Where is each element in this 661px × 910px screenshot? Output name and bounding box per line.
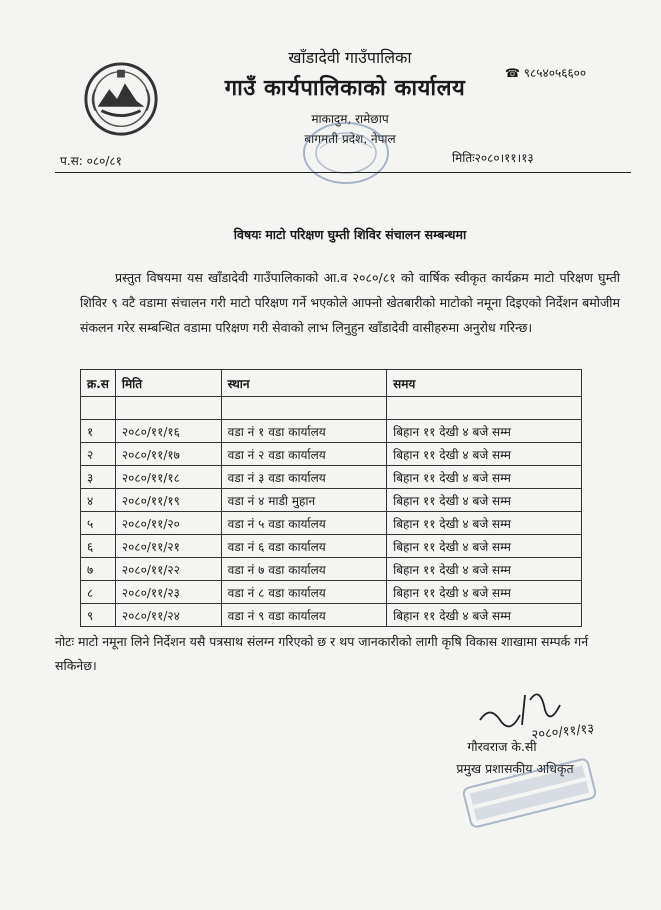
table-row [81,512,582,535]
table-row [81,420,582,443]
cell-date: २०८०/११/२३ [115,581,221,604]
office-stamp-icon [300,118,392,188]
office-title: गाउँ कार्यपालिकाको कार्यालय [224,76,466,101]
table-header-row [81,370,582,397]
letter-subject: विषयः माटो परिक्षण घुम्ती शिविर संचालन सम्बन्धमा [233,227,467,242]
cell-date: २०८०/११/१६ [115,420,221,443]
table-row [81,558,582,581]
cell-time: बिहान ११ देखी ४ बजे सम्म [387,466,582,489]
table-row [81,535,582,558]
schedule-table [80,369,582,627]
cell-location: वडा नं ८ वडा कार्यालय [221,581,386,604]
cell-sn: ९ [81,604,116,627]
letter-date: मितिः२०८०।११।१३ [452,151,534,165]
cell-location: वडा नं ९ वडा कार्यालय [221,604,386,627]
header-date: मिति [115,370,221,397]
header-time: समय [387,370,582,397]
cell-time: बिहान ११ देखी ४ बजे सम्म [387,420,582,443]
cell-location: वडा नं १ वडा कार्यालय [221,420,386,443]
cell-location: वडा नं ३ वडा कार्यालय [221,466,386,489]
cell-date: २०८०/११/२० [115,512,221,535]
cell-date: २०८०/११/१७ [115,443,221,466]
table-row [81,466,582,489]
cell-time: बिहान ११ देखी ४ बजे सम्म [387,604,582,627]
cell-sn: ५ [81,512,116,535]
cell-time: बिहान ११ देखी ४ बजे सम्म [387,443,582,466]
cell-time: बिहान ११ देखी ४ बजे सम्म [387,489,582,512]
cell-location: वडा नं ४ माडी मुहान [221,489,386,512]
header-location: स्थान [221,370,386,397]
cell-sn: २ [81,443,116,466]
cell-location: वडा नं २ वडा कार्यालय [221,443,386,466]
table-row [81,489,582,512]
cell-date: २०८०/११/२२ [115,558,221,581]
cell-location: वडा नं ६ वडा कार्यालय [221,535,386,558]
table-row [81,443,582,466]
handwritten-date: २०८०/११/१३ [530,721,595,743]
header-divider [55,172,631,173]
body-paragraph: प्रस्तुत विषयमा यस खाँडादेवी गाउँपालिकाको आ.व २०८०/८१ को वार्षिक स्वीकृत कार्यक्रम माटो परिक्षण घुम्ती शिविर ९ वटै वडामा संचालन गरी माटो परिक्षण गर्ने भएकोले आफ्नो खेतबारीको माटोको नमूना दिइएको निर्देशन बमोजीम संकलन गरेर सम्बन्धित वडामा परिक्षण गरी सेवाको लाभ लिनुहुन खाँडादेवी वासीहरुमा अनुरोध गरिन्छ। [80,270,620,335]
letter-note: नोटः माटो नमूना लिने निर्देशन यसै पत्रसाथ संलग्न गरिएको छ र थप जानकारीको लागी कृषि विकास शाखामा सम्पर्क गर्न सकिनेछ। [55,634,589,673]
header-sn: क्र.स [81,370,116,397]
cell-time: बिहान ११ देखी ४ बजे सम्म [387,581,582,604]
cell-date: २०८०/११/१८ [115,466,221,489]
reference-number: प.स: ०८०/८१ [60,154,122,168]
signatory-name: गौरवराज के.सी [467,739,537,754]
cell-time: बिहान ११ देखी ४ बजे सम्म [387,558,582,581]
cell-sn: ३ [81,466,116,489]
nepal-emblem-icon [82,60,160,138]
cell-sn: ७ [81,558,116,581]
cell-date: २०८०/११/१९ [115,489,221,512]
phone-number: ☎ ९८५४०५६६०० [505,66,587,80]
address-line-2: बागमती प्रदेश, नेपाल [304,132,396,146]
official-stamp-icon [460,755,600,835]
letter-body [80,265,620,340]
cell-location: वडा नं ५ वडा कार्यालय [221,512,386,535]
cell-date: २०८०/११/२१ [115,535,221,558]
table-empty-row [81,397,582,420]
cell-location: वडा नं ७ वडा कार्यालय [221,558,386,581]
handwritten-signature [470,675,610,745]
cell-sn: ६ [81,535,116,558]
address-line-1: माकादुम, रामेछाप [311,112,389,126]
cell-sn: ८ [81,581,116,604]
signatory-title: प्रमुख प्रशासकीय अधिकृत [456,761,574,776]
cell-time: बिहान ११ देखी ४ बजे सम्म [387,512,582,535]
cell-sn: १ [81,420,116,443]
cell-sn: ४ [81,489,116,512]
cell-time: बिहान ११ देखी ४ बजे सम्म [387,535,582,558]
office-name: खाँडादेवी गाउँपालिका [288,48,412,67]
table-row [81,604,582,627]
cell-date: २०८०/११/२४ [115,604,221,627]
table-row [81,581,582,604]
